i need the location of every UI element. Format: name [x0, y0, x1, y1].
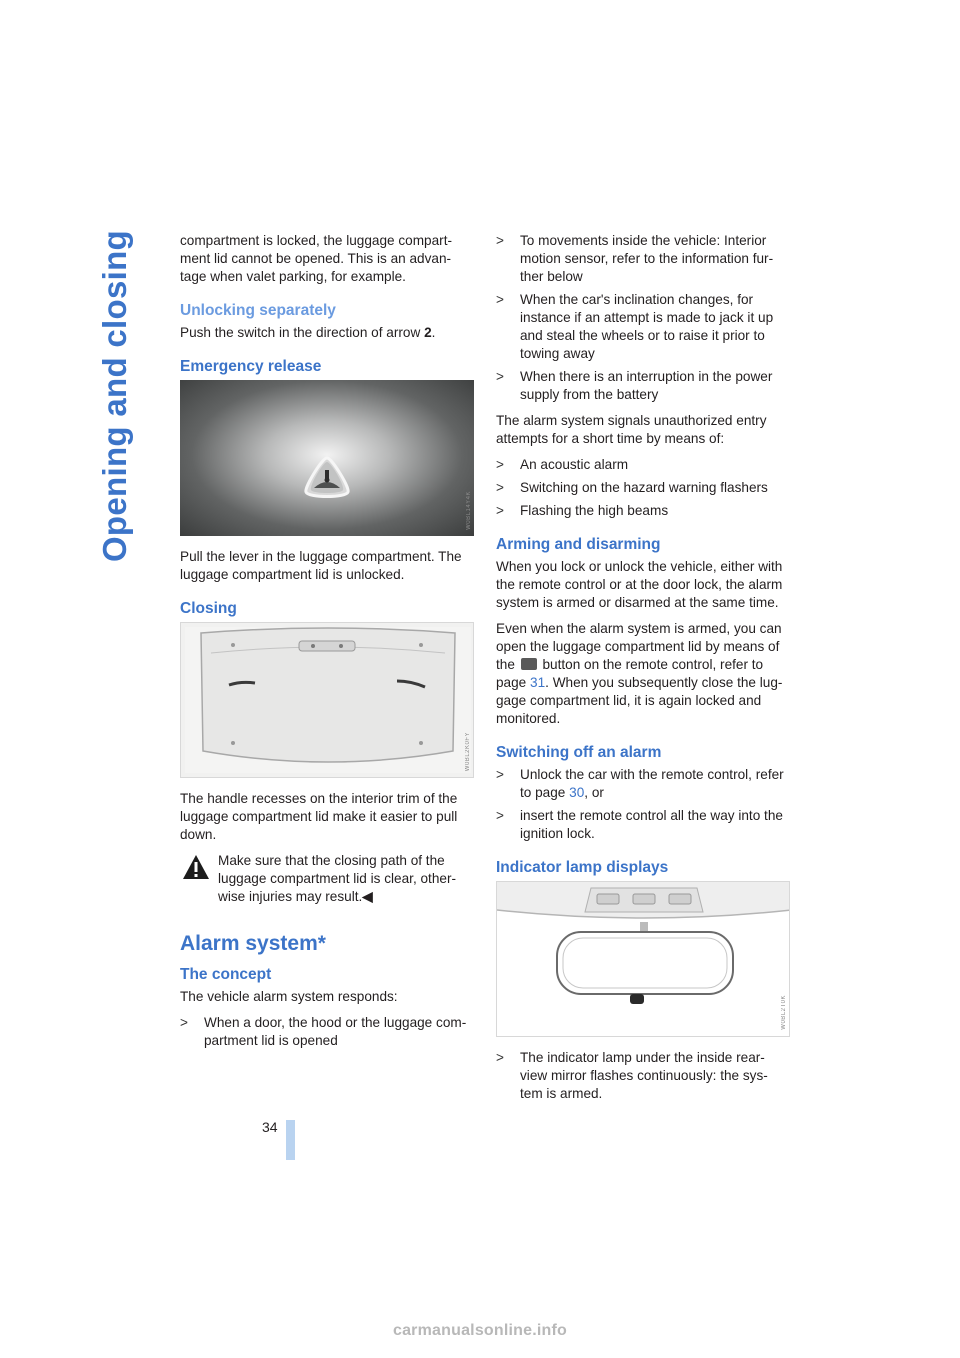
- figure-code: W0BL14Y4K: [466, 491, 472, 530]
- alarm-system-heading: Alarm system*: [180, 932, 326, 955]
- intro-paragraph: compartment is locked, the luggage compart-ment lid cannot be opened. This is an advan-tage when valet parking, for example.: [180, 233, 453, 284]
- list-item: > An acoustic alarm: [496, 457, 629, 472]
- unlocking-separately-heading: Unlocking separately: [180, 302, 336, 319]
- trunk-button-icon: [521, 658, 537, 670]
- switching-off-heading: Switching off an alarm: [496, 744, 662, 761]
- warning-note: [180, 852, 474, 906]
- closing-figure: [180, 622, 474, 778]
- indicator-heading: Indicator lamp displays: [496, 859, 669, 876]
- emergency-release-heading: Emergency release: [180, 358, 322, 375]
- unlocking-paragraph: Push the switch in the direction of arrow 2.: [180, 325, 436, 340]
- section-side-title: Opening and closing: [96, 230, 133, 563]
- figure-code: W0BL2T0K: [781, 995, 787, 1030]
- indicator-list: [496, 1049, 790, 1103]
- list-item: > Unlock the car with the remote control, refer to page 30, or: [496, 767, 784, 800]
- page-number: 34: [262, 1119, 278, 1135]
- page-link[interactable]: 31: [530, 675, 546, 690]
- arming-heading: Arming and disarming: [496, 536, 661, 553]
- figure-code: W0BL2K0FY: [465, 731, 471, 771]
- left-column: [180, 232, 474, 1058]
- responds-list: [496, 232, 790, 404]
- page-number-bar: [286, 1120, 295, 1160]
- signals-paragraph: The alarm system signals unauthorized entry attempts for a short time by means of:: [496, 413, 767, 446]
- emergency-release-figure: [180, 380, 474, 536]
- list-item: > Switching on the hazard warning flashers: [496, 480, 768, 495]
- page-link[interactable]: 30: [569, 785, 585, 800]
- right-column: [496, 232, 790, 1111]
- footer-watermark: carmanualsonline.info: [392, 1322, 567, 1339]
- warning-triangle-icon: [182, 854, 210, 880]
- list-item: > When a door, the hood or the luggage com-partment lid is opened: [180, 1015, 467, 1048]
- armed-paragraph: Even when the alarm system is armed, you can open the luggage compartment lid by means of the button on the remote control, refer to page 31. When you subsequently close the lug-gage compartment lid, it is again locked and monitored.: [496, 621, 783, 726]
- arming-paragraph: When you lock or unlock the vehicle, either with the remote control or at the door lock, the alarm system is armed or disarmed at the same time.: [496, 559, 783, 610]
- concept-paragraph: The vehicle alarm system responds:: [180, 989, 398, 1004]
- emergency-paragraph: Pull the lever in the luggage compartment. The luggage compartment lid is unlocked.: [180, 549, 462, 582]
- indicator-figure: [496, 881, 790, 1037]
- list-item: > Flashing the high beams: [496, 503, 669, 518]
- switching-list: [496, 766, 790, 843]
- closing-paragraph: The handle recesses on the interior trim of the luggage compartment lid make it easier to pull down.: [180, 791, 458, 842]
- concept-heading: The concept: [180, 966, 272, 983]
- list-item: > To movements inside the vehicle: Interior motion sensor, refer to the information fur-ther below: [496, 233, 774, 284]
- signals-list: [496, 456, 790, 520]
- concept-list: [180, 1014, 474, 1050]
- closing-heading: Closing: [180, 600, 237, 617]
- list-item: > When the car's inclination changes, for instance if an attempt is made to jack it up and steal the wheels or to raise it prior to towing away: [496, 292, 774, 361]
- list-item: > When there is an interruption in the power supply from the battery: [496, 369, 773, 402]
- warning-paragraph: Make sure that the closing path of the luggage compartment lid is clear, other-wise injuries may result.◀: [218, 853, 457, 904]
- list-item: > insert the remote control all the way into the ignition lock.: [496, 808, 783, 841]
- list-item: > The indicator lamp under the inside rear-view mirror flashes continuously: the sys-tem is armed.: [496, 1050, 768, 1101]
